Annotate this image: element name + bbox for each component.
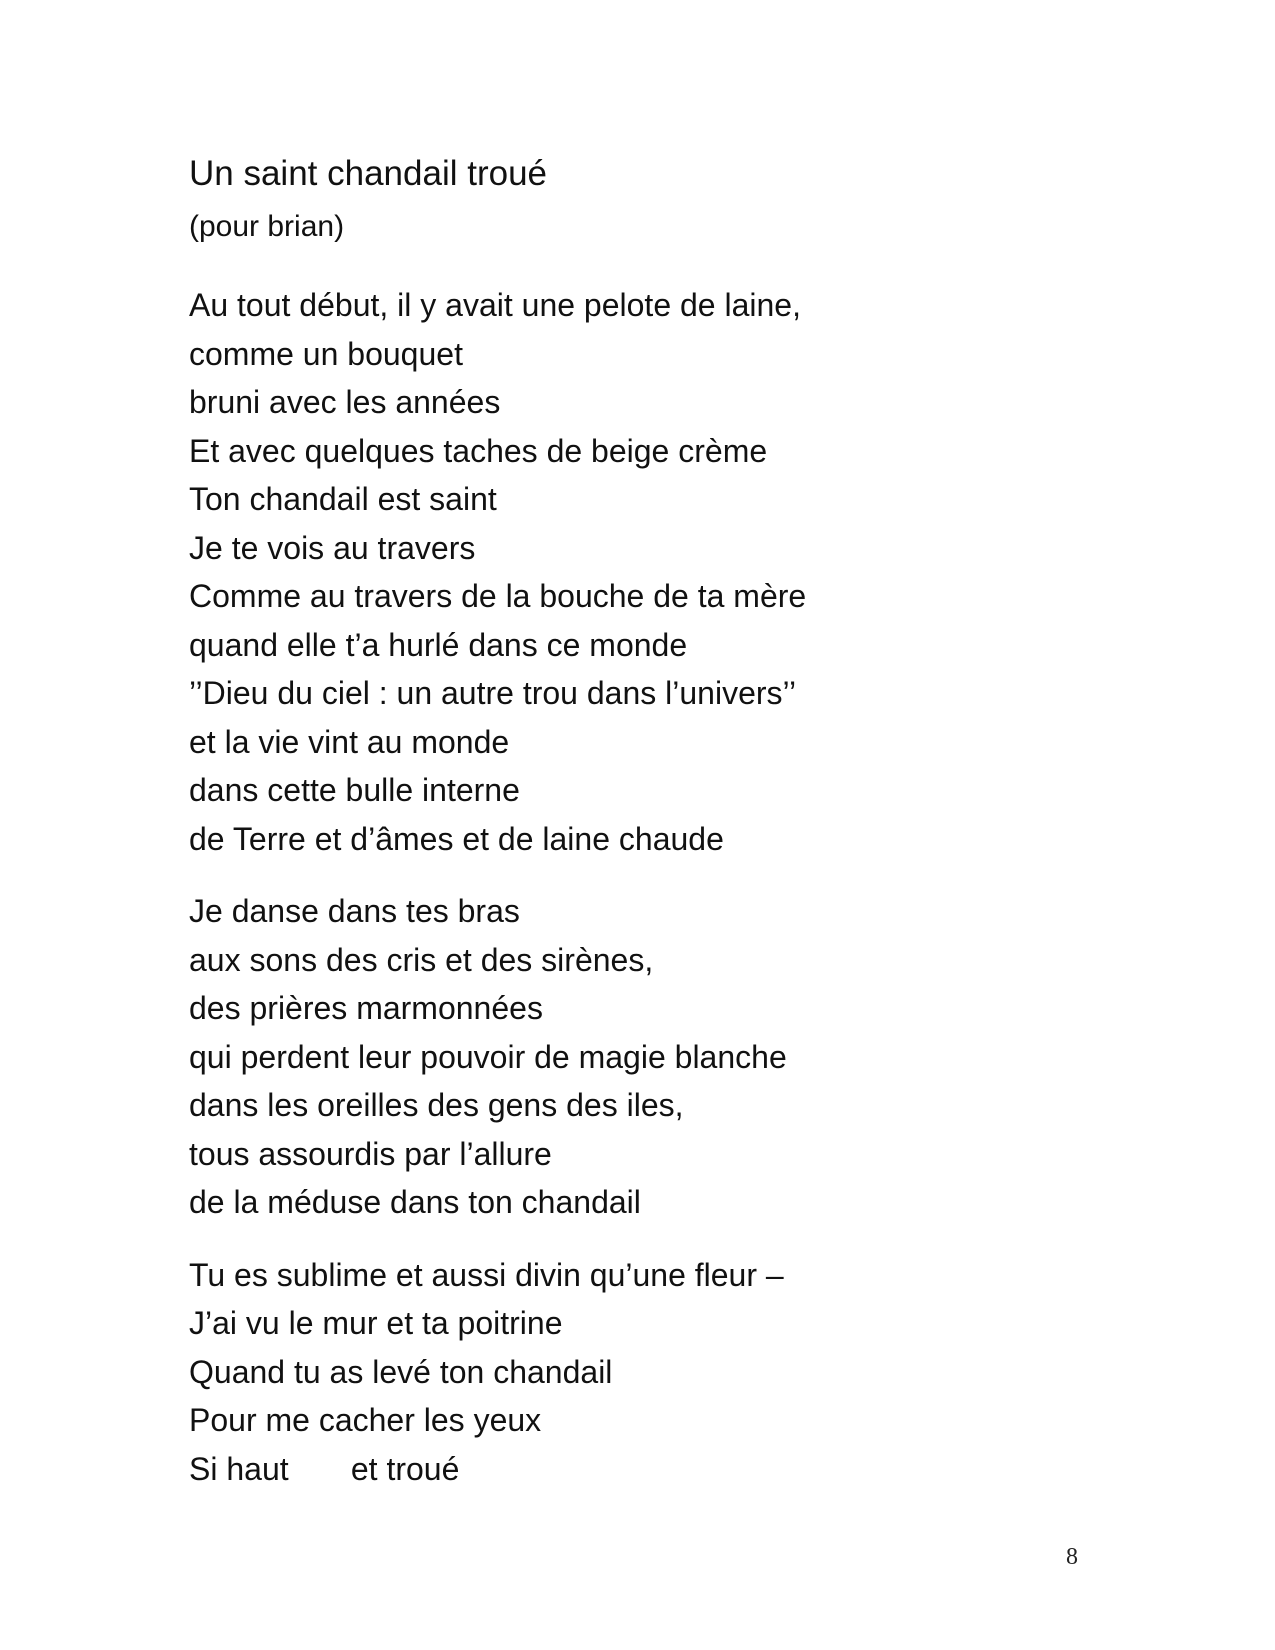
poem-line: dans les oreilles des gens des iles, [189, 1087, 684, 1123]
poem-line: dans cette bulle interne [189, 772, 520, 808]
poem-line: Tu es sublime et aussi divin qu’une fleur – [189, 1256, 784, 1293]
poem-title: Un saint chandail troué [189, 154, 547, 193]
poem-line: tous assourdis par l’allure [189, 1135, 552, 1172]
stanza-3 [189, 1251, 1089, 1494]
poem-line: comme un bouquet [189, 335, 463, 372]
poem-line: ’’Dieu du ciel : un autre trou dans l’univers’’ [189, 675, 797, 711]
poem-line: de Terre et d’âmes et de laine chaude [189, 820, 724, 857]
poem-line: des prières marmonnées [189, 990, 543, 1026]
poem-line: et la vie vint au monde [189, 723, 510, 760]
poem-line: quand elle t’a hurlé dans ce monde [189, 626, 688, 663]
poem-line: Et avec quelques taches de beige crème [189, 432, 768, 469]
poem-line: Je danse dans tes bras [189, 893, 520, 929]
poem-line: Si haut et troué [189, 1450, 460, 1487]
page-number: 8 [1066, 1544, 1078, 1570]
stanza-2 [189, 887, 1089, 1227]
poem-line: Je te vois au travers [189, 529, 476, 566]
poem [189, 150, 1089, 1493]
stanza-1 [189, 281, 1089, 863]
poem-line: Comme au travers de la bouche de ta mère [189, 578, 807, 614]
poem-line: Ton chandail est saint [189, 481, 497, 517]
poem-line: Au tout début, il y avait une pelote de laine, [189, 287, 801, 323]
poem-line: J’ai vu le mur et ta poitrine [189, 1305, 563, 1341]
poem-line: qui perdent leur pouvoir de magie blanche [189, 1038, 787, 1075]
poem-line: bruni avec les années [189, 384, 501, 420]
poem-line: aux sons des cris et des sirènes, [189, 941, 654, 978]
poem-line: Quand tu as levé ton chandail [189, 1353, 613, 1390]
poem-line: Pour me cacher les yeux [189, 1402, 542, 1438]
poem-line: de la méduse dans ton chandail [189, 1184, 641, 1220]
poem-dedication: (pour brian) [189, 210, 345, 243]
